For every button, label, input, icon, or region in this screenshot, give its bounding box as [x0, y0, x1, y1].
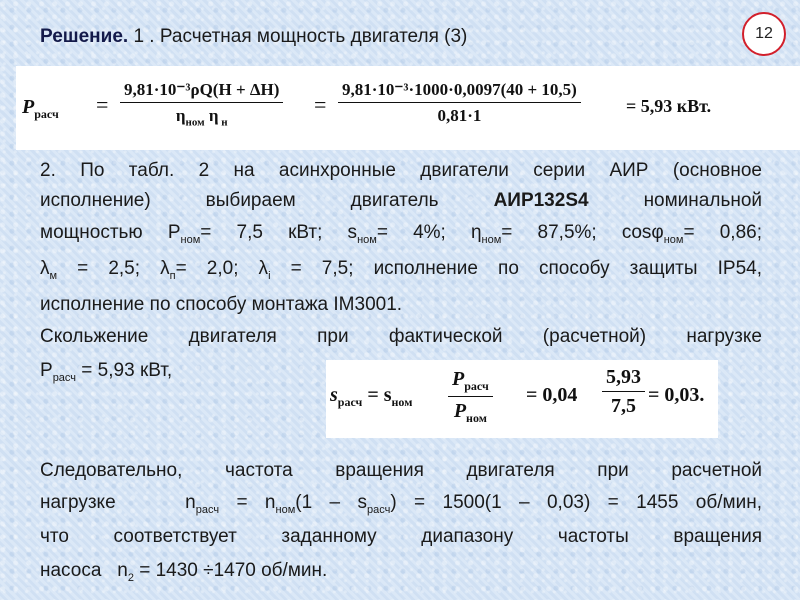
- n-nom: = n: [219, 492, 276, 513]
- ratio-den: [448, 397, 493, 426]
- ratio-p-sub: расч: [464, 379, 489, 393]
- lambda-m: λ: [40, 258, 50, 279]
- eta-n: η: [204, 106, 219, 125]
- speed-line4: [40, 556, 762, 593]
- p-calc: P: [40, 360, 53, 381]
- slide-number: 12: [755, 25, 773, 42]
- protection-text: = 7,5; исполнение по способу защиты IP54,: [270, 258, 762, 279]
- heading-text: 1 . Расчетная мощность двигателя (3): [128, 26, 468, 47]
- lambda-m-sub: м: [49, 269, 58, 282]
- slip-line1: Скольжение двигателя при фактической (расчетной) нагрузке: [40, 326, 762, 347]
- line2-end: номинальной: [643, 190, 763, 211]
- p-nom-sub: ном: [180, 233, 201, 246]
- motor-selection-line1: 2. По табл. 2 на асинхронные двигатели серии АИР (основное: [40, 160, 762, 181]
- speed-line1: Следовательно, частота вращения двигателя при расчетной: [40, 460, 762, 481]
- lambda-i: = 2,0; λ: [175, 258, 269, 279]
- speed-line3: что соответствует заданному диапазону частоты вращения: [40, 526, 762, 547]
- numeric-numerator: 9,81·10⁻³·1000·0,0097(40 + 10,5): [338, 80, 581, 103]
- pump-label: насоса n: [40, 560, 128, 581]
- s-calc-label: (1 – s: [295, 492, 367, 513]
- s-calc-sub: расч: [366, 503, 391, 516]
- motor-selection-line5: исполнение по способу монтажа IM3001.: [40, 294, 403, 315]
- symbolic-fraction: [120, 80, 283, 128]
- p-calc-value: = 5,93 кВт,: [76, 360, 173, 381]
- s2-sub: ном: [391, 395, 413, 409]
- cos-label: = 87,5%; cosφ: [501, 222, 664, 243]
- speed-range: = 1430 ÷1470 об/мин.: [133, 560, 328, 581]
- p-nom-label: мощностью P: [40, 222, 181, 243]
- slip-mid: = 0,04: [526, 384, 578, 406]
- eta-n-sub: н: [218, 116, 228, 129]
- ratio-num: [448, 368, 493, 397]
- speed-result: ) = 1500(1 – 0,03) = 1455 об/мин,: [390, 492, 762, 513]
- speed-line2: [40, 488, 762, 525]
- cos-sub: ном: [663, 233, 684, 246]
- slip-line2: [40, 356, 320, 393]
- equals-sign: =: [96, 92, 109, 117]
- ratio-p: P: [452, 368, 465, 390]
- motor-selection-line2: [40, 186, 762, 216]
- ratio-pnom-sub: ном: [466, 411, 487, 425]
- slip-eq: = s: [362, 384, 392, 406]
- p-symbol: P: [22, 96, 35, 118]
- slip-result: = 0,03.: [648, 384, 705, 406]
- numeric-ratio-num: 5,93: [602, 366, 645, 392]
- s-sub: расч: [337, 395, 363, 409]
- power-ratio: [448, 368, 493, 426]
- n-calc-sub: расч: [195, 503, 220, 516]
- slip-formula: [326, 360, 718, 438]
- numeric-ratio-den: 7,5: [611, 395, 636, 417]
- lambda-p-sub: п: [169, 269, 176, 282]
- s-nom-sub: ном: [357, 233, 377, 246]
- p-subscript: расч: [34, 107, 59, 121]
- cos-value: = 0,86;: [683, 222, 763, 243]
- motor-model: АИР132S4: [493, 190, 589, 211]
- eta-nom-text-sub: ном: [481, 233, 502, 246]
- s-symbol: s: [330, 384, 338, 406]
- solution-heading: [40, 26, 467, 48]
- heading-bold: Решение.: [40, 26, 129, 47]
- lambda-i-sub: i: [268, 269, 271, 282]
- p-calc-sub: расч: [52, 371, 77, 384]
- slide-number-badge: [742, 12, 786, 56]
- motor-selection-line4: [40, 254, 762, 291]
- ratio-pnom: P: [453, 400, 467, 422]
- slip-lhs: [330, 384, 412, 410]
- power-result: = 5,93 кВт.: [626, 96, 712, 116]
- load-label: нагрузке n: [40, 492, 196, 513]
- eta-nom-label: = 4%; η: [376, 222, 482, 243]
- motor-selection-line3: [40, 218, 762, 255]
- line2-text: исполнение) выбираем двигатель: [40, 190, 439, 211]
- symbolic-denominator: [120, 103, 283, 128]
- n-nom-sub: ном: [275, 503, 296, 516]
- lambda-p: = 2,5; λ: [57, 258, 170, 279]
- power-formula: [16, 66, 800, 150]
- numeric-ratio: [602, 366, 645, 418]
- symbolic-numerator: 9,81·10⁻³ρQ(H + ΔH): [120, 80, 283, 103]
- eta-nom-sub: ном: [185, 116, 205, 129]
- s-nom-label: = 7,5 кВт; s: [200, 222, 358, 243]
- eta-nom: η: [175, 106, 186, 125]
- formula-lhs: [22, 96, 59, 122]
- n2-sub: 2: [127, 571, 134, 584]
- numeric-fraction: [338, 80, 581, 126]
- numeric-denominator: 0,81·1: [437, 106, 482, 125]
- equals-sign-2: =: [314, 92, 327, 117]
